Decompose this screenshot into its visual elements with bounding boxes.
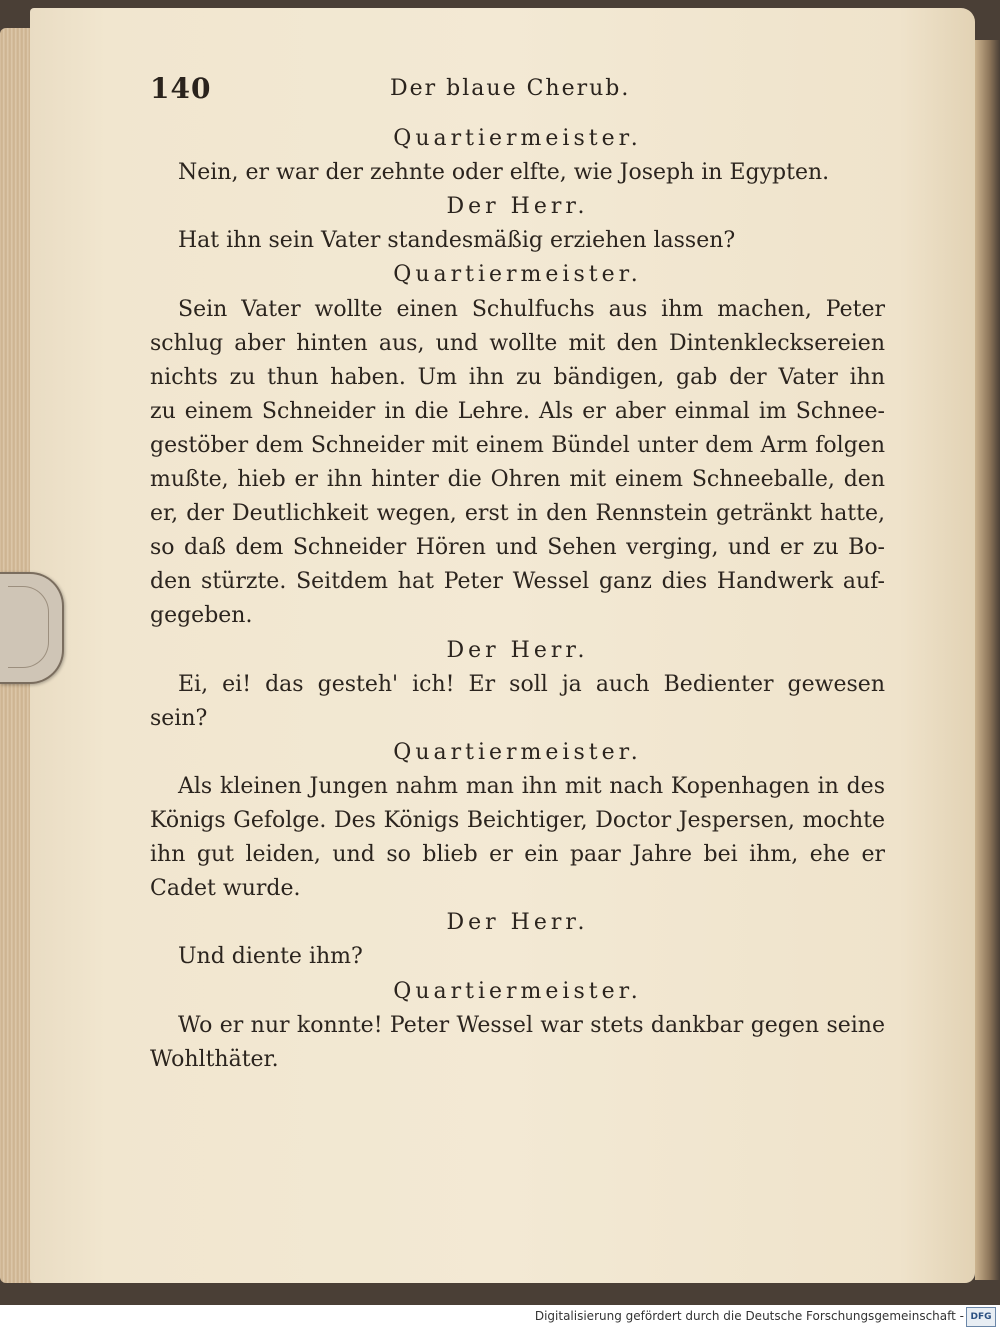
text-line: Königs Gefolge. Des Königs Beichtiger, Doctor Jespersen, mochte — [150, 808, 885, 833]
text-line: Ei, ei! das gesteh' ich! Er soll ja auch Bedienter gewesen — [178, 671, 885, 697]
text-line: den stürzte. Seitdem hat Peter Wessel ganz dies Handwerk auf- — [150, 569, 885, 595]
text-line: zu einem Schneider in die Lehre. Als er aber einmal im Schnee- — [150, 398, 885, 424]
text-line: Wo er nur konnte! Peter Wessel war stets dankbar gegen seine — [178, 1012, 885, 1038]
dfg-credit: Digitalisierung gefördert durch die Deutsche Forschungsgemeinschaft - — [534, 1309, 964, 1323]
bookmark-clip — [0, 572, 64, 684]
text-line: so daß dem Schneider Hören und Sehen verging, und er zu Bo- — [150, 535, 885, 561]
speaker-name: Quartiermeister. — [393, 739, 642, 765]
text-line: Wohlthäter. — [150, 1046, 279, 1072]
text-line: sein? — [150, 705, 208, 731]
text-line: Sein Vater wollte einen Schulfuchs aus ihm machen, Peter — [178, 296, 885, 322]
text-line: Cadet wurde. — [150, 876, 301, 902]
text-line: Als kleinen Jungen nahm man ihn mit nach Kopenhagen in des — [178, 773, 885, 799]
page-number: 140 — [150, 72, 212, 105]
speaker-name: Quartiermeister. — [393, 126, 642, 151]
dfg-logo: DFG — [966, 1307, 996, 1327]
running-title: Der blaue Cherub. — [390, 76, 631, 101]
text-line: Und diente ihm? — [178, 944, 363, 970]
text-line: er, der Deutlichkeit wegen, erst in den Rennstein getränkt hatte, — [150, 501, 885, 527]
book-right-edge — [975, 40, 1000, 1280]
text-line: schlug aber hinten aus, und wollte mit den Dintenklecksereien — [150, 330, 885, 356]
text-line: Nein, er war der zehnte oder elfte, wie Joseph in Egypten. — [178, 160, 830, 186]
text-line: mußte, hieb er ihn hinter die Ohren mit einem Schneeballe, den — [150, 467, 885, 492]
bookmark-clip-inner — [8, 586, 49, 668]
speaker-name: Der Herr. — [446, 910, 589, 936]
footer-bar — [0, 1305, 1000, 1329]
text-line: ihn gut leiden, und so blieb er ein paar Jahre bei ihm, ehe er — [150, 842, 885, 868]
running-head — [150, 72, 880, 112]
speaker-name: Quartiermeister. — [393, 978, 642, 1004]
text-line: Hat ihn sein Vater standesmäßig erziehen lassen? — [178, 228, 736, 254]
speaker-name: Der Herr. — [446, 637, 589, 663]
text-line: gestöber dem Schneider mit einem Bündel unter dem Arm folgen — [150, 432, 885, 458]
text-line: gegeben. — [150, 603, 253, 629]
text-line: nichts zu thun haben. Um ihn zu bändigen, gab der Vater ihn — [150, 364, 885, 390]
speaker-name: Der Herr. — [446, 194, 589, 220]
speaker-name: Quartiermeister. — [393, 262, 642, 288]
